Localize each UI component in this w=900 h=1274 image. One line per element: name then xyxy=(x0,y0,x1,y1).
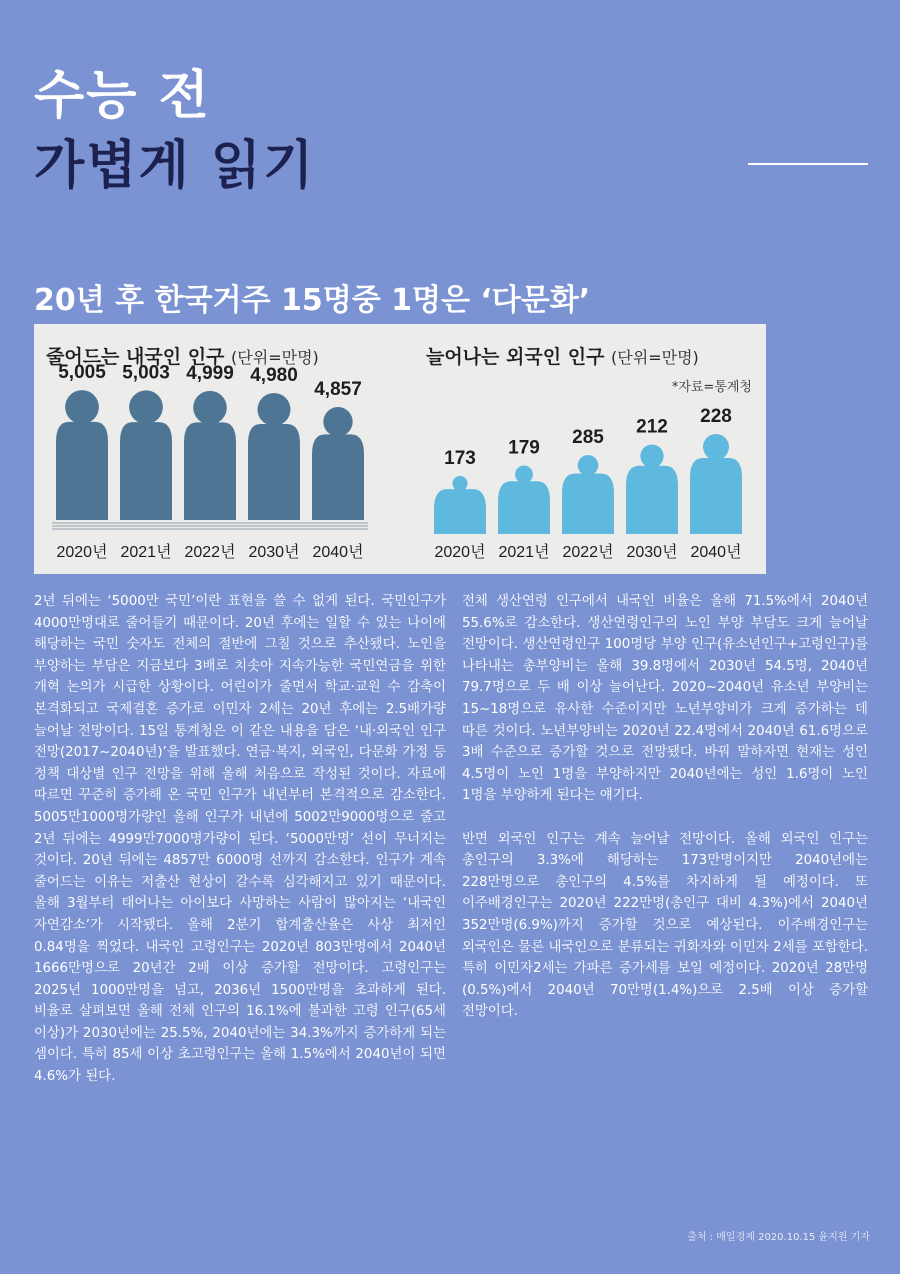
population-infographic xyxy=(34,324,766,574)
foreign-figure-5 xyxy=(690,434,742,534)
domestic-figure-4 xyxy=(248,393,300,520)
article-headline: 20년 후 한국거주 15명중 1명은 ‘다문화’ xyxy=(34,283,591,318)
domestic-figure-3 xyxy=(184,391,236,520)
domestic-value-label-2: 5,003 xyxy=(122,362,170,384)
domestic-category-label-5: 2040년 xyxy=(312,544,364,561)
article-body-right xyxy=(462,591,868,1044)
foreign-category-label-4: 2030년 xyxy=(626,544,678,561)
domestic-chart-title: 줄어드는 내국인 인구 (단위=만명) xyxy=(46,346,319,368)
foreign-chart-title: 늘어나는 외국인 인구 (단위=만명) xyxy=(426,346,699,368)
foreign-value-label-1: 173 xyxy=(444,448,476,469)
foreign-category-label-2: 2021년 xyxy=(498,544,550,561)
foreign-figure-2 xyxy=(498,466,550,535)
domestic-chart-unit: (단위=만명) xyxy=(231,348,319,367)
domestic-value-label-1: 5,005 xyxy=(58,362,106,384)
article-body-left xyxy=(34,591,446,1109)
foreign-category-label-1: 2020년 xyxy=(434,544,486,561)
hero-title-line2: 가볍게 읽기 xyxy=(34,136,316,196)
foreign-value-label-2: 179 xyxy=(508,437,540,459)
domestic-figure-2 xyxy=(120,390,172,520)
foreign-value-label-5: 228 xyxy=(700,406,732,427)
foreign-figure-3 xyxy=(562,455,614,534)
bar-chart-figures xyxy=(34,324,766,574)
paragraph-1: 2년 뒤에는 ‘5000만 국민’이란 표현을 쓸 수 없게 된다. 국민인구가 4000만명대로 줄어들기 때문이다. 20년 후에는 일할 수 있는 나이에 해당하는 국민 숫자도 전체의 절반에 그칠 것으로 추산됐다. 노인을 부양하는 부담은 지금보다 3배로 치솟아 지속가능한 국민연금을 위한 개혁 논의가 시급한 상황이다. 어린이가 줄면서 학교·교원 수 감축이 본격화되고 국제결혼 증가로 이민자 2세는 20년 후에는 2.5배가량 늘어날 전망이다. 15일 통계청은 이 같은 내용을 담은 ‘내·외국인 인구 전망(2017~2040년)’을 발표했다. 연금·복지, 외국인, 다문화 가정 등 정책 대상별 인구 전망을 위해 올해 처음으로 작성된 것이다. 자료에 따르면 꾸준히 증가해 온 국민 인구가 내년부터 본격적으로 감소한다. 5005만1000명가량인 올해 인구가 내년에 5002만9000명으로 줄고 2년 뒤에는 4999만7000명가량이 된다. ‘5000만명’ 선이 무너지는 것이다. 20년 뒤에는 4857만 6000명 선까지 감소한다. 인구가 계속 줄어드는 이유는 저출산 현상이 갈수록 심각해지고 있기 때문이다. 올해 3월부터 태어나는 아이보다 사망하는 사람이 많아지는 ‘내국인 자연감소’가 시작됐다. 올해 2분기 합계출산율은 사상 최저인 0.84명을 찍었다. 내국인 고령인구는 2020년 803만명에서 2040년 1666만명으로 20년간 2배 이상 증가할 전망이다. 고령인구는 2025년 1000만명을 넘고, 2036년 1500만명을 초과하게 된다. 비율로 살펴보면 올해 전체 인구의 16.1%에 불과한 고령 인구(65세 이상)가 2030년에는 25.5%, 2040년에는 34.3%까지 증가하게 되는 셈이다. 특히 85세 이상 초고령인구는 올해 1.5%에서 2040년이 되면 4.6%가 된다. xyxy=(34,594,446,1085)
foreign-value-label-3: 285 xyxy=(572,427,604,448)
source-credit: 출처 : 매일경제 2020.10.15 윤지원 기자 xyxy=(687,1232,870,1243)
domestic-value-label-5: 4,857 xyxy=(314,379,362,401)
chart-source: *자료=통계청 xyxy=(671,380,752,395)
paragraph-3: 반면 외국인 인구는 계속 늘어날 전망이다. 올해 외국인 인구는 총인구의 3.3%에 해당하는 173만명이지만 2040년에는 228만명으로 총인구의 4.5%를 차지하게 될 예정이다. 또 이주배경인구는 2020년 222만명(총인구 대비 4.3%)에서 2040년 352만명(6.9%)까지 증가할 것으로 예상된다. 이주배경인구는 외국인은 물론 내국인으로 분류되는 귀화자와 이민자 2세를 포함한다. 특히 이민자2세는 가파른 증가세를 보일 예정이다. 2020년 28만명(0.5%)에서 2040년 70만명(1.4%)으로 2.5배 이상 증가할 전망이다. xyxy=(462,831,868,1020)
paragraph-2: 전체 생산연령 인구에서 내국인 비율은 올해 71.5%에서 2040년 55.6%로 감소한다. 생산연령인구의 노인 부양 부담도 크게 늘어날 전망이다. 생산연령인구 100명당 부양 인구(유소년인구+고령인구)를 나타내는 총부양비는 올해 39.8명에서 2030년 54.5명, 2040년 79.7명으로 두 배 이상 늘어난다. 2020~2040년 유소년 부양비는 15~18명으로 유사한 수준이지만 노년부양비가 크게 증가하는 데 따른 것이다. 노년부양비는 2020년 22.4명에서 2040년 61.6명으로 3배 수준으로 증가할 것으로 전망됐다. 바꿔 말하자면 현재는 성인 4.5명이 노인 1명을 부양하지만 2040년에는 성인 1.6명이 노인 1명을 부양하게 된다는 얘기다. xyxy=(462,594,868,804)
hero-title-line1: 수능 전 xyxy=(34,66,211,126)
domestic-figure-1 xyxy=(56,390,108,520)
domestic-figure-5 xyxy=(312,407,364,520)
foreign-figure-4 xyxy=(626,445,678,535)
domestic-value-label-3: 4,999 xyxy=(186,362,234,384)
domestic-category-label-4: 2030년 xyxy=(248,544,300,561)
domestic-category-label-1: 2020년 xyxy=(56,544,108,561)
foreign-category-label-3: 2022년 xyxy=(562,544,614,561)
foreign-figure-1 xyxy=(434,476,486,534)
foreign-value-label-4: 212 xyxy=(636,416,668,438)
foreign-chart-unit: (단위=만명) xyxy=(611,348,699,367)
foreign-category-label-5: 2040년 xyxy=(690,544,742,561)
domestic-category-label-2: 2021년 xyxy=(120,544,172,561)
domestic-value-label-4: 4,980 xyxy=(250,365,298,386)
domestic-category-label-3: 2022년 xyxy=(184,544,236,561)
divider-line xyxy=(748,163,868,165)
